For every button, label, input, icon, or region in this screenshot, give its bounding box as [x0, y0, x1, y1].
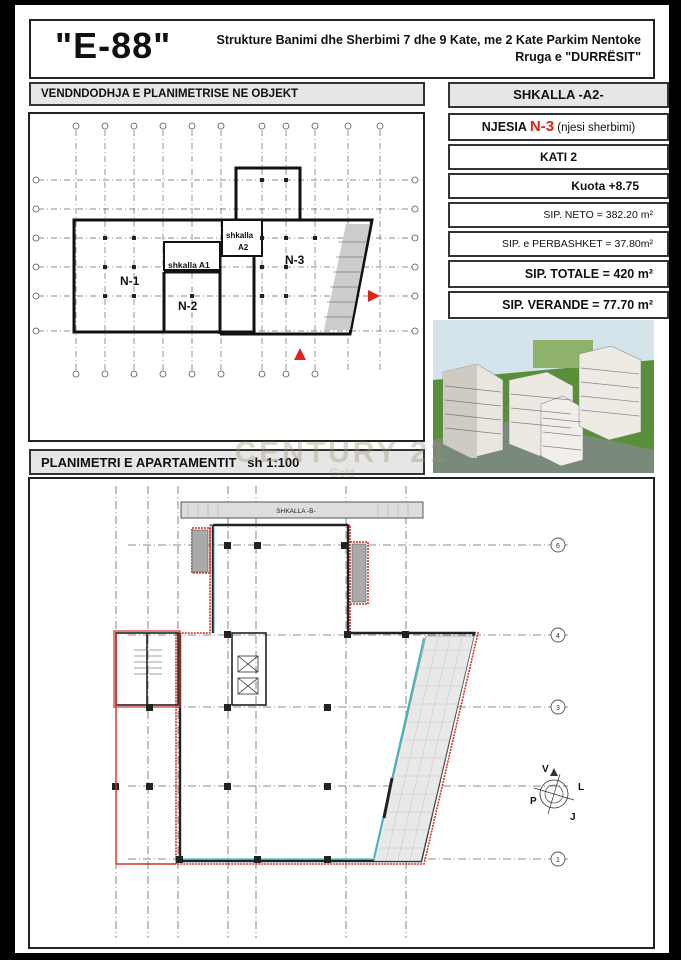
floor-box [448, 144, 669, 170]
left-wall [116, 633, 176, 864]
stair-label-a1: shkalla A1 [168, 260, 210, 270]
compass-east: L [578, 782, 585, 793]
compass-west: P [530, 796, 537, 807]
side-panel-right [352, 544, 366, 602]
location-plan-drawing [28, 112, 423, 442]
net-area-label: SIP. NETO = 382.20 m² [543, 209, 653, 221]
floor-label: KATI 2 [539, 150, 578, 164]
elevation-label: Kuota +8.75 [571, 179, 639, 193]
stair-label-a2-line2: A2 [238, 243, 249, 252]
building-render-image [433, 320, 654, 473]
common-area-label: SIP. e PERBASHKET = 37.80m² [501, 238, 653, 250]
stair-label-a2-line1: shkalla [226, 231, 254, 240]
floor-grid-bubbles [551, 538, 565, 866]
veranda-area-label: SIP. VERANDE = 77.70 m² [502, 298, 653, 312]
axis-label-6: 6 [556, 543, 560, 550]
entrance-arrow-icon-bottom [294, 348, 306, 360]
floor-grid [116, 486, 568, 938]
watermark-sub: Gold [329, 466, 355, 480]
unit-prefix: NJESIA [481, 120, 530, 134]
staircase-b-label: SHKALLA -B- [276, 508, 316, 515]
net-area-box [448, 202, 669, 228]
unit-label-n1: N-1 [120, 274, 140, 288]
total-area-label: SIP. TOTALE = 420 m² [524, 267, 653, 281]
total-area-box [448, 260, 669, 288]
entrance-arrow-icon [368, 290, 380, 302]
staircase-label: SHKALLA -A2- [513, 87, 604, 102]
watermark [232, 436, 452, 480]
axis-label-3: 3 [556, 705, 560, 712]
project-description-line1: Strukture Banimi dhe Sherbimi 7 dhe 9 Kate, me 2 Kate Parkim Nentoke [216, 33, 641, 47]
project-description [217, 32, 641, 66]
unit-type: (njesi sherbimi) [554, 122, 636, 134]
veranda-hatch [324, 224, 370, 330]
compass-labels [530, 764, 584, 823]
unit-box [448, 113, 669, 141]
staircase-box [448, 82, 669, 108]
project-address: Rruga e "DURRËSIT" [515, 50, 641, 64]
location-plan-heading-box [29, 82, 425, 106]
side-panel-left [192, 530, 208, 572]
veranda-area-box [448, 291, 669, 319]
floor-plan-heading: PLANIMETRI E APARTAMENTIT sh 1:100 [41, 455, 300, 470]
project-code: "E-88" [55, 25, 172, 66]
watermark-brand: CENTURY 21 [234, 436, 450, 469]
unit-number: N-3 [529, 118, 555, 135]
location-plan-heading: VENDNDODHJA E PLANIMETRISE NE OBJEKT [41, 88, 299, 100]
unit-label-n3: N-3 [285, 253, 305, 267]
common-area-box [448, 231, 669, 257]
floor-plan-drawing [28, 478, 654, 945]
compass-icon [534, 768, 574, 814]
axis-label-1: 1 [556, 857, 560, 864]
elevator-icon [238, 656, 258, 694]
compass-north: V [542, 764, 549, 775]
compass-south: J [570, 812, 576, 823]
axis-label-4: 4 [556, 633, 560, 640]
elevation-box [448, 173, 669, 199]
unit-label-n2: N-2 [178, 299, 198, 313]
